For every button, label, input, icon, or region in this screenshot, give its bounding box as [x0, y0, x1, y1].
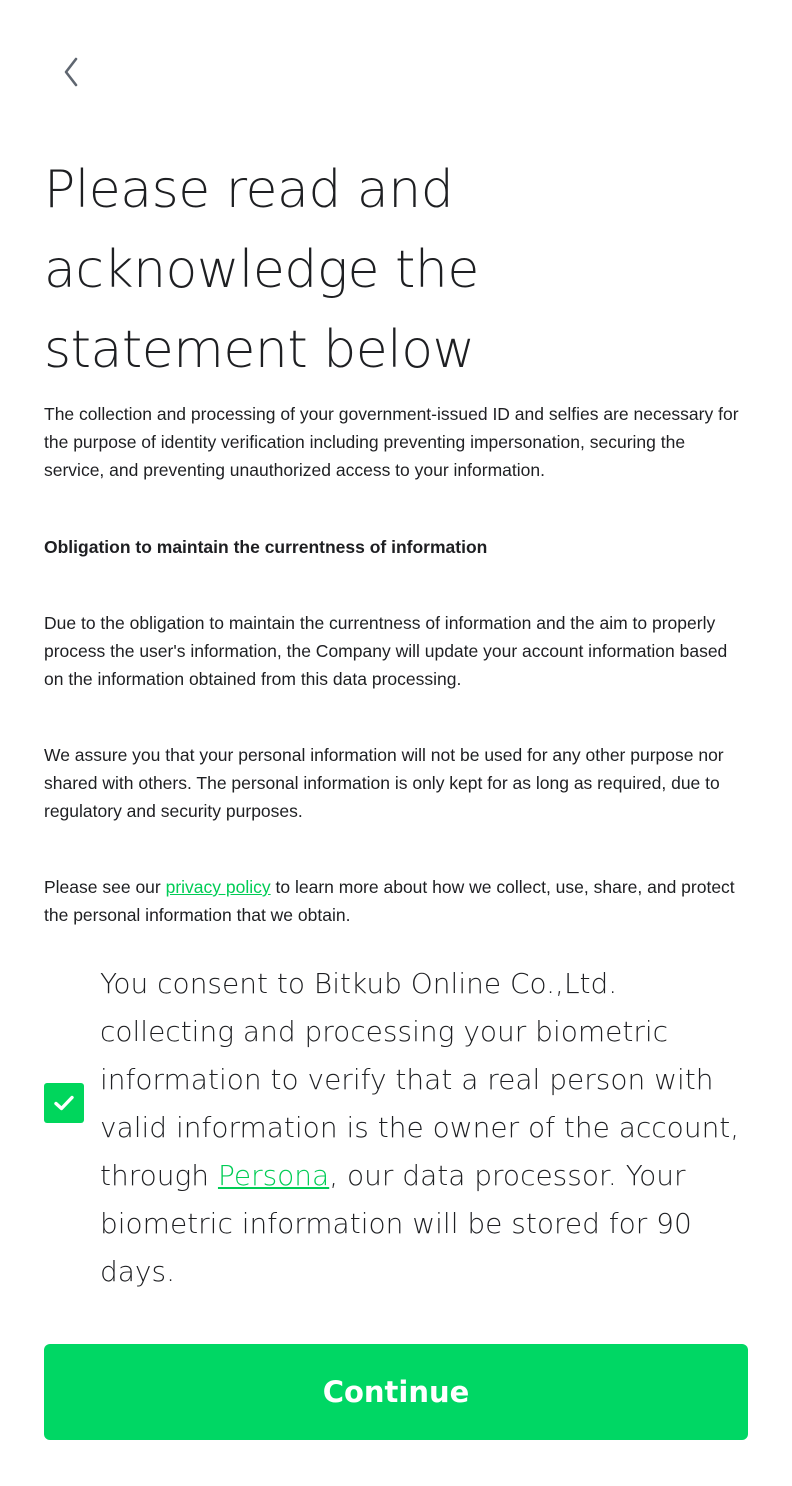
consent-text-after: , our data processor. Your biometric information will be stored for 90 days.: [100, 1159, 692, 1288]
obligation-paragraph: Due to the obligation to maintain the currentness of information and the aim to properly process the user's information, the Company will update your account information based on the information obtained from this data processing.: [44, 613, 728, 689]
page-title: Please read and acknowledge the statement below: [44, 160, 479, 380]
consent-text-before: You consent to Bitkub Online Co.,Ltd. collecting and processing your biometric information to verify that a real person with valid information is the owner of the account, through: [100, 967, 740, 1192]
back-button[interactable]: [50, 50, 90, 94]
persona-link[interactable]: Persona: [217, 1159, 330, 1192]
obligation-heading: Obligation to maintain the currentness of information: [44, 537, 488, 557]
checkmark-icon: [53, 1094, 75, 1112]
privacy-text-after: to learn more about how we collect, use, share, and protect the personal information that we obtain.: [44, 877, 735, 925]
chevron-left-icon: [59, 54, 81, 90]
identity-verification-paragraph: The collection and processing of your government-issued ID and selfies are necessary for the purpose of identity verification including preventing impersonation, securing the service, and preventing unauthorized access to your information.: [44, 404, 739, 480]
privacy-policy-link[interactable]: privacy policy: [165, 877, 271, 897]
continue-button[interactable]: Continue: [44, 1344, 748, 1440]
consent-checkbox[interactable]: [44, 1083, 84, 1123]
consent-text: [100, 960, 740, 1296]
privacy-text-before: Please see our: [44, 877, 166, 897]
privacy-paragraph: [44, 873, 749, 929]
assurance-paragraph: We assure you that your personal information will not be used for any other purpose nor shared with others. The personal information is only kept for as long as required, due to regulatory and security purposes.: [44, 745, 724, 821]
